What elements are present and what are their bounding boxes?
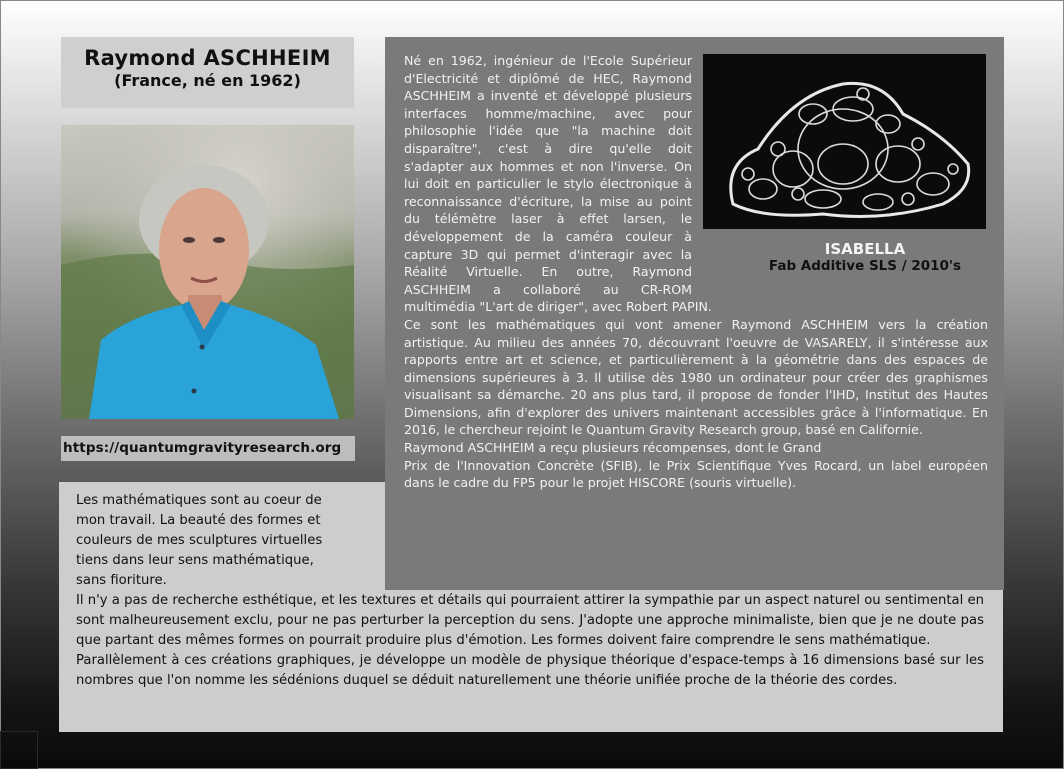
bio-paragraph: Prix de l'Innovation Concrète (SFIB), le Prix Scientifique Yves Rocard, un label européen dans le cadre du FP5 pour le projet HISCORE (souris virtuelle). [404, 457, 988, 491]
bio-paragraph: Ce sont les mathématiques qui vont amener Raymond ASCHHEIM vers la création artistique. Au milieu des années 70, découvrant l'oeuvre de VASARELY, il s'intéresse aux rapports entre art et science, et particulièrement à la géométrie dans des espaces de dimensions supérieures à 3. Il utilise dès 1980 un ordinateur pour créer des graphismes visualisant sa démarche. 20 ans plus tard, il propose de fonder l'IHD, Institut des Hautes Dimensions, afin d'explorer des univers maintenant accessibles grâce à l'informatique. En 2016, le chercheur rejoint le Quantum Gravity Research group, basé en Californie. [404, 316, 988, 438]
website-link[interactable]: https://quantumgravityresearch.org [61, 436, 355, 461]
bio-paragraph: Né en 1962, ingénieur de l'Ecole Supérieur d'Electricité et diplômé de HEC, Raymond ASCHHEIM a inventé et développé plusieurs interfaces homme/machine, avec pour philosophie l'idée que "la machine doit disparaître", c'est à dire qu'elle doit s'adapter aux hommes et non l'inverse. On lui doit en particulier le stylo électronique à reconnaissance d'écriture, la mise au point du télémètre laser à effet larsen, le développement de la caméra couleur à capture 3D qui permet d'interagir avec la Réalité Virtuelle. En outre, Raymond ASCHHEIM a collaboré au CR-ROM multimédia "L'art de diriger", avec Robert PAPIN. [404, 53, 712, 315]
portrait-image [61, 125, 354, 419]
artwork-title: ISABELLA [824, 240, 906, 258]
artist-subtitle: (France, né en 1962) [114, 71, 301, 90]
artist-portrait [61, 125, 354, 419]
image-spacer [698, 52, 988, 288]
statement-paragraph: Parallèlement à ces créations graphiques, je développe un modèle de physique théorique d'espace-temps à 16 dimensions basé sur les nombres que l'on nomme les sédénions duquel se déduit naturellement une théorie unifiée proche de la théorie des cordes. [76, 653, 984, 688]
artist-title-panel [61, 37, 354, 108]
biography-text [404, 52, 988, 492]
bio-paragraph: Raymond ASCHHEIM a reçu plusieurs récompenses, dont le Grand [404, 440, 822, 456]
biography-panel [385, 37, 1004, 590]
artwork-details: Fab Additive SLS / 2010's [768, 258, 962, 274]
corner-square [0, 731, 38, 769]
statement-paragraph: Il n'y a pas de recherche esthétique, et les textures et détails qui pourraient attirer la sympathie par un aspect naturel ou sentimental en sont malheureusement exclu, pour ne pas perturber la perception du sens. J'adopte une approche minimaliste, bien que je ne doute pas que partant des mêmes formes on pourrait produire plus d'émotion. Les formes doivent faire comprendre le sens mathématique. [76, 593, 984, 648]
artist-name: Raymond ASCHHEIM [84, 46, 331, 70]
statement-intro: Les mathématiques sont au coeur de mon travail. La beauté des formes et couleurs de mes sculptures virtuelles tiens dans leur sens mathématique, sans fioriture. [76, 493, 323, 588]
